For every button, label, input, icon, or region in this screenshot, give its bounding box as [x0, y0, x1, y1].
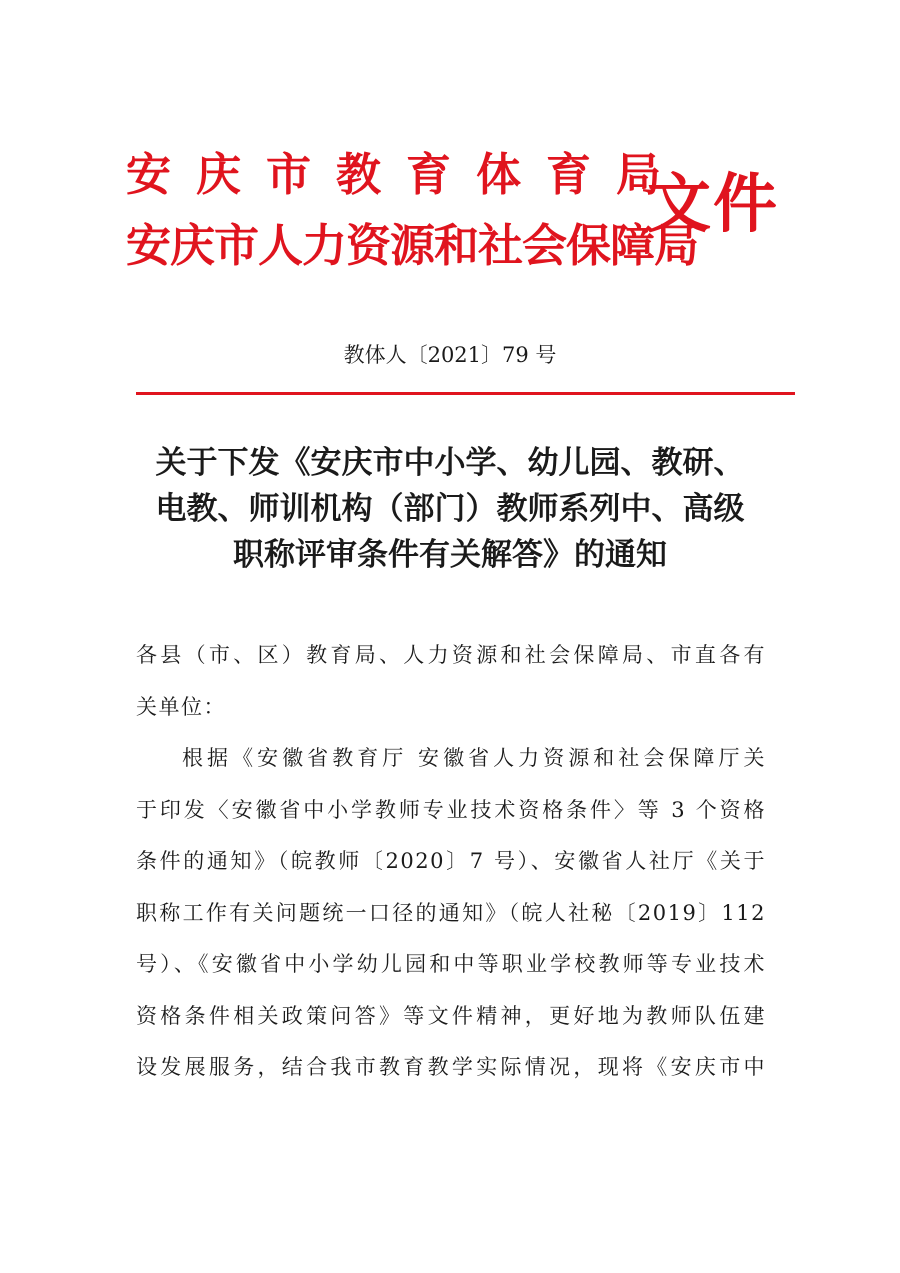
salutation-line: 各县（市、区）教育局、人力资源和社会保障局、市直各有: [136, 643, 766, 667]
red-divider: [136, 392, 795, 395]
salutation-line: 关单位：: [136, 694, 226, 719]
title-line: 职称评审条件有关解答》的通知: [233, 537, 667, 573]
paragraph-line: 设发展服务，结合我市教育教学实际情况，现将《安庆市中: [136, 1055, 766, 1079]
title-line: 关于下发《安庆市中小学、幼儿园、教研、: [155, 445, 745, 481]
document-type-label: 文件: [647, 167, 779, 242]
paragraph-line: 于印发〈安徽省中小学教师专业技术资格条件〉等 3 个资格: [136, 797, 766, 822]
paragraph-line: 根据《安徽省教育厅 安徽省人力资源和社会保障厅关: [182, 746, 766, 770]
paragraph-line: 条件的通知》（皖教师〔2020〕7 号）、安徽省人社厅《关于: [136, 849, 766, 873]
paragraph-line: 职称工作有关问题统一口径的通知》（皖人社秘〔2019〕112: [136, 900, 766, 925]
notice-body: [136, 630, 766, 1094]
issuing-org-hr: 安庆市人力资源和社会保障局: [126, 219, 699, 272]
issuing-org-education: 安庆市教育体育局: [126, 148, 687, 201]
document-number: 教体人〔2021〕79 号: [343, 343, 557, 367]
paragraph-line: 资格条件相关政策问答》等文件精神，更好地为教师队伍建: [136, 1003, 766, 1028]
title-line: 电教、师训机构（部门）教师系列中、高级: [155, 491, 745, 527]
notice-title: [120, 440, 780, 578]
document-header: [0, 0, 900, 420]
paragraph-line: 号）、《安徽省中小学幼儿园和中等职业学校教师等专业技术: [136, 952, 766, 976]
